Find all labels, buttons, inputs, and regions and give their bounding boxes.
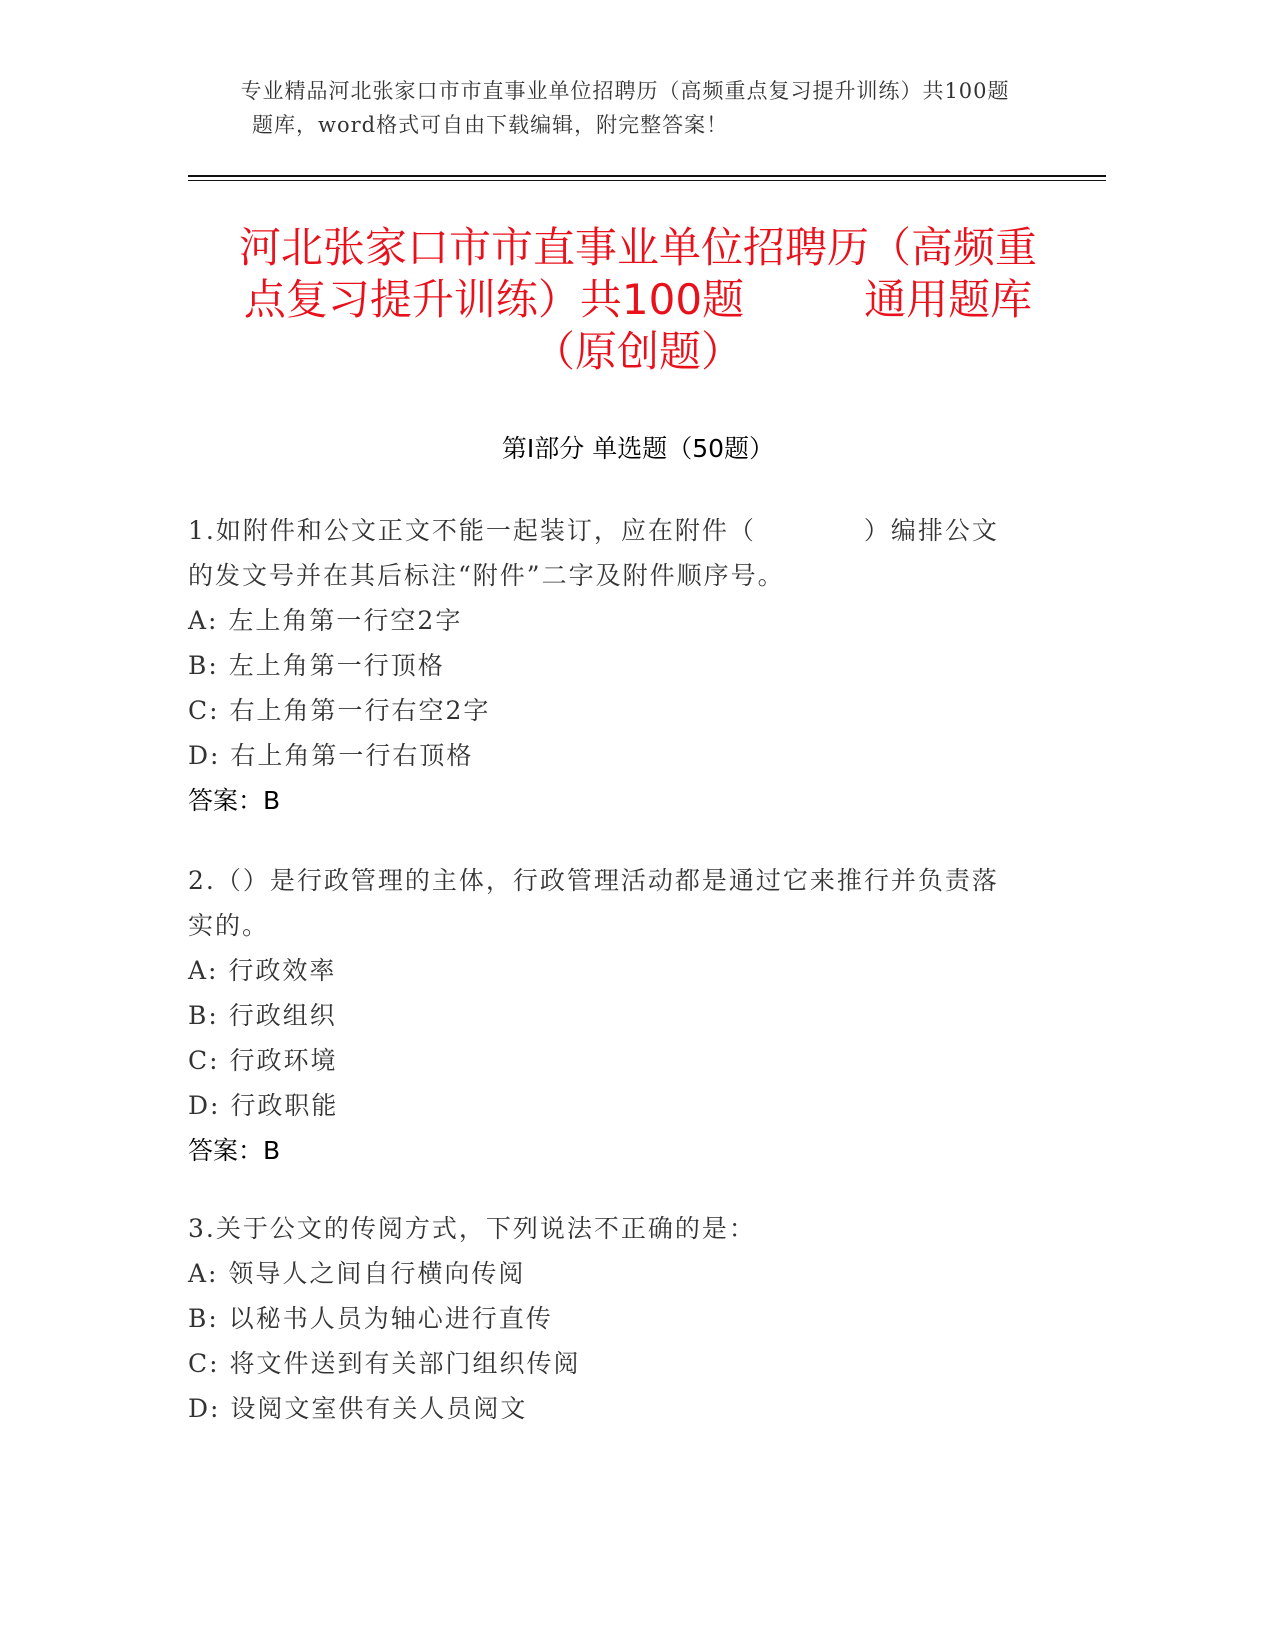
option-a: A: 左上角第一行空2字 — [188, 606, 463, 635]
option-d: D: 行政职能 — [188, 1091, 339, 1120]
document-title — [188, 222, 1088, 378]
option-b: B: 左上角第一行顶格 — [188, 651, 445, 680]
header-note — [150, 74, 1100, 142]
question-3 — [188, 1206, 1068, 1431]
header-rule-thick — [188, 175, 1106, 177]
title-line-3: （原创题） — [532, 327, 743, 376]
header-rule-thin — [188, 180, 1106, 181]
title-line-2a: 点复习提升训练）共100题 — [243, 275, 745, 324]
option-a: A: 行政效率 — [188, 956, 337, 985]
question-stem-line: 实的。 — [188, 911, 270, 940]
question-stem-line: 1.如附件和公文正文不能一起装订，应在附件（ ）编排公文 — [188, 516, 999, 545]
question-stem-line: 2.（）是行政管理的主体，行政管理活动都是通过它来推行并负责落 — [188, 866, 999, 895]
option-d: D: 右上角第一行右顶格 — [188, 741, 474, 770]
option-d: D: 设阅文室供有关人员阅文 — [188, 1394, 528, 1423]
option-c: C: 将文件送到有关部门组织传阅 — [188, 1349, 581, 1378]
option-c: C: 右上角第一行右空2字 — [188, 696, 491, 725]
question-stem-line: 3.关于公文的传阅方式，下列说法不正确的是： — [188, 1214, 756, 1243]
question-stem-line: 的发文号并在其后标注“附件”二字及附件顺序号。 — [188, 561, 785, 590]
answer-label: 答案：B — [188, 786, 281, 815]
option-b: B: 行政组织 — [188, 1001, 337, 1030]
section-heading: 第Ⅰ部分 单选题（50题） — [501, 434, 775, 463]
header-note-line-2: 题库，word格式可自由下载编辑，附完整答案！ — [252, 113, 729, 137]
option-a: A: 领导人之间自行横向传阅 — [188, 1259, 526, 1288]
question-1 — [188, 508, 1068, 823]
question-2 — [188, 858, 1068, 1173]
answer-label: 答案：B — [188, 1136, 281, 1165]
option-c: C: 行政环境 — [188, 1046, 338, 1075]
title-line-1: 河北张家口市市直事业单位招聘历（高频重 — [238, 223, 1037, 272]
title-line-2 — [188, 274, 1088, 326]
title-line-2b: 通用题库 — [864, 275, 1033, 324]
option-b: B: 以秘书人员为轴心进行直传 — [188, 1304, 553, 1333]
header-note-line-1: 专业精品河北张家口市市直事业单位招聘历（高频重点复习提升训练）共100题 — [240, 79, 1010, 103]
